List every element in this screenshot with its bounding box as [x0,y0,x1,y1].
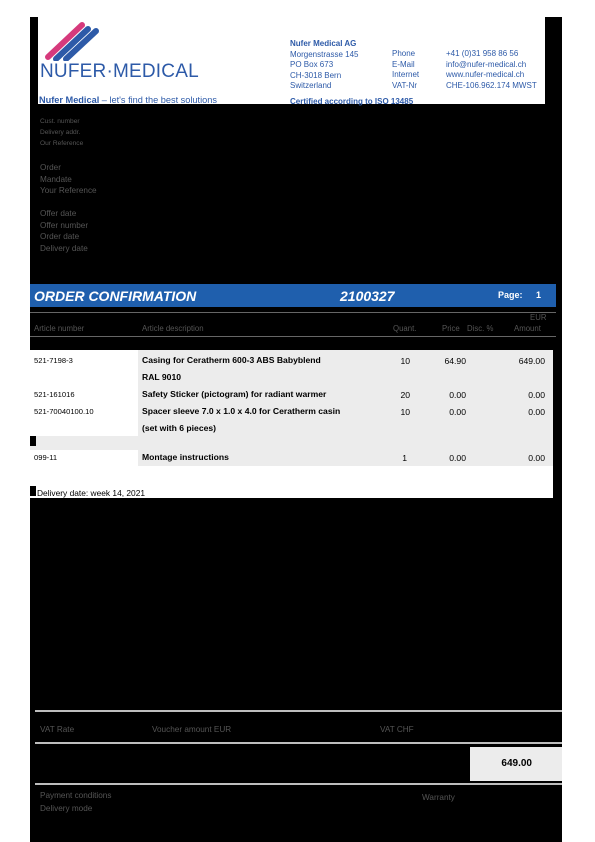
warranty-label: Warranty [422,793,455,802]
company-name: Nufer Medical AG [290,39,357,48]
item-article: 521-7198-3 [34,356,73,365]
col-price: Price [442,324,460,333]
footer-divider [35,783,562,785]
divider [30,336,556,337]
field-label: Order date [40,232,80,241]
line-items-table [30,350,553,498]
row-marker [30,486,36,496]
description-line: RAL 9010 [142,372,182,382]
field-label: Delivery date [40,243,88,253]
vat-rate-label: VAT Rate [40,725,75,734]
col-article: Article number [34,324,85,333]
contact-vat: CHE-106.962.174 MWST [446,80,537,90]
tagline-text: – let's find the best solutions [99,95,217,105]
field-label: Your Reference [40,186,97,195]
item-quantity: 10 [400,407,410,417]
item-quantity: 20 [400,390,410,400]
description-line: (set with 6 pieces) [142,423,217,433]
certification-note: Certified according to ISO 13485 [290,97,414,106]
logo-text: NUFER·MEDICAL [40,61,199,82]
contact-phone: +41 (0)31 958 86 56 [446,49,519,58]
row-spacer [30,436,553,450]
contact-email[interactable]: info@nufer-medical.ch [446,59,527,69]
description-line: Montage instructions [142,452,229,462]
address-line: PO Box 673 [290,60,334,69]
item-quantity: 10 [400,356,410,366]
delivery-date-note: Delivery date: week 14, 2021 [37,488,146,498]
document-title: ORDER CONFIRMATION [34,288,197,304]
col-description: Article description [142,324,204,333]
field-label: Our Reference [40,140,84,147]
description-line: Safety Sticker (pictogram) for radiant warmer [142,389,327,399]
contact-website[interactable]: www.nufer-medical.ch [446,70,525,79]
vat-chf-label: VAT CHF [380,725,414,734]
item-description [142,352,321,386]
company-address [290,39,358,92]
logo-mark-icon [42,21,102,61]
item-quantity: 1 [402,453,407,463]
field-label: Cust. number [40,118,80,125]
contact-label: Phone [392,49,416,58]
footer-conditions [40,789,111,815]
address-line: CH-3018 Bern [290,70,342,80]
col-amount: Amount [514,324,541,333]
item-amount: 0.00 [528,390,545,400]
item-article: 521-70040100.10 [34,407,94,416]
description-line: Casing for Ceratherm 600-3 ABS Babyblend [142,355,321,365]
field-label: Offer date [40,209,77,218]
tagline [39,95,217,105]
tagline-name: Nufer Medical [39,95,100,105]
item-price: 0.00 [449,453,466,463]
footer-divider [35,742,562,744]
item-description [142,449,229,466]
item-price: 0.00 [449,390,466,400]
row-marker [30,436,36,446]
customer-labels [40,116,83,149]
letterhead [38,17,545,104]
item-description [142,403,340,437]
footer-divider [35,710,562,712]
contact-label: VAT-Nr [392,80,418,90]
field-label: Order [40,163,61,172]
item-amount: 0.00 [528,407,545,417]
col-currency: EUR [530,313,547,322]
item-amount: 649.00 [518,356,545,366]
contact-label: E-Mail [392,59,415,69]
total-box [470,747,562,781]
divider [30,312,556,313]
delivery-mode-label: Delivery mode [40,804,93,813]
voucher-amount-label: Voucher amount EUR [152,725,232,734]
page-number: 1 [536,290,542,300]
item-amount: 0.00 [528,453,545,463]
field-label: Offer number [40,220,89,230]
date-labels [40,208,88,254]
total-amount: 649.00 [501,758,532,769]
col-quantity: Quant. [393,324,417,333]
item-price: 0.00 [449,407,466,417]
contact-values [446,49,537,91]
payment-conditions-label: Payment conditions [40,791,112,800]
item-article: 521-161016 [34,390,75,399]
field-label: Delivery addr. [40,129,81,136]
item-price: 64.90 [444,356,466,366]
item-article: 099-11 [34,453,58,462]
field-label: Mandate [40,174,72,184]
document-title-bar [30,284,556,307]
item-description [142,386,326,403]
contact-labels [392,49,419,91]
col-discount: Disc. % [467,324,494,333]
address-line: Morgenstrasse 145 [290,49,359,59]
contact-label: Internet [392,70,420,79]
page-label: Page: [498,290,523,300]
order-labels [40,162,97,197]
description-line: Spacer sleeve 7.0 x 1.0 x 4.0 for Ceratherm casin [142,406,341,416]
document-number: 2100327 [340,288,395,304]
address-line: Switzerland [290,81,332,90]
